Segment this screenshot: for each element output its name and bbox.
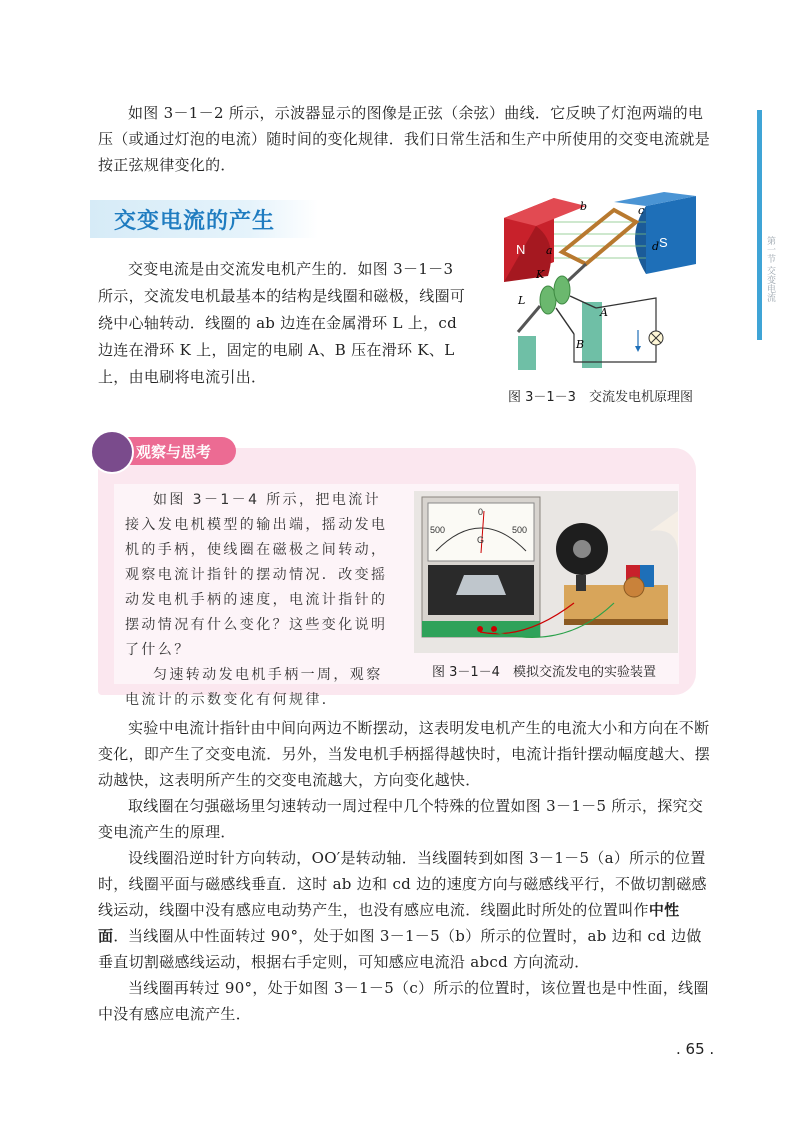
- paragraph-generator: 交变电流是由交流发电机产生的．如图 3－1－3 所示，交流发电机最基本的结构是线圈和磁极，线圈可绕中心轴转动．线圈的 ab 边连在金属滑环 L 上，cd 边连在滑环 K 上，固定的电刷 A、B 压在滑环 K、L 上，由电刷将电流引出．: [98, 260, 466, 386]
- binoculars-icon: [90, 430, 134, 474]
- neutral-plane-end: ．: [113, 927, 129, 945]
- label-n: N: [516, 242, 526, 257]
- generator-diagram: [496, 192, 706, 382]
- paragraph-principle: 取线圈在匀强磁场里匀速转动一周过程中几个特殊的位置如图 3－1－5 所示，探究交变电流产生的原理．: [98, 797, 704, 841]
- figure-314-caption: 图 3－1－4 模拟交流发电的实验装置: [432, 665, 656, 680]
- observe-title: 观察与思考: [136, 443, 212, 461]
- observe-text: [125, 488, 395, 713]
- meter-zero: 0: [478, 507, 484, 517]
- meter-right: 500: [512, 525, 528, 535]
- section-heading: [90, 200, 318, 238]
- chapter-side-bar: [757, 110, 762, 340]
- label-k: K: [536, 268, 545, 281]
- magnet-s-side: [646, 196, 696, 274]
- label-b: b: [580, 200, 588, 213]
- page-number: . 65 .: [676, 1040, 715, 1058]
- label-s: S: [659, 235, 668, 250]
- figure-313-caption: 图 3－1－3 交流发电机原理图: [508, 390, 693, 405]
- coil: [562, 210, 636, 264]
- paragraph-90-degrees: 当线圈从中性面转过 90°，处于如图 3－1－5（b）所示的位置时，ab 边和 cd 边做垂直切割磁感线运动，根据右手定则，可知感应电流沿 abcd 方向流动．: [98, 927, 702, 971]
- label-d: d: [652, 240, 660, 253]
- paragraph-experiment-result: 实验中电流计指针由中间向两边不断摆动，这表明发电机产生的电流大小和方向在不断变化，即产生了交变电流．另外，当发电机手柄摇得越快时，电流计指针摆动幅度越大、摆动越快，这表明所产生的交变电流越大，方向变化越快．: [98, 719, 711, 789]
- stand: [518, 336, 536, 370]
- observe-text-2: 匀速转动发电机手柄一周，观察电流计的示数变化有何规律．: [125, 667, 383, 708]
- chapter-side-tab: 第一节 交变电流: [765, 236, 775, 302]
- section-heading-text: 交变电流的产生: [114, 209, 276, 234]
- label-c: c: [638, 204, 645, 217]
- label-brush-a: A: [600, 306, 608, 319]
- neutral-plane-term: 中性面: [98, 901, 680, 945]
- experiment-photo: [414, 491, 678, 653]
- label-l: L: [518, 294, 526, 307]
- meter-g: G: [477, 535, 485, 545]
- observe-text-1: 如图 3－1－4 所示，把电流计接入发电机模型的输出端，摇动发电机的手柄，使线圈在磁极之间转动，观察电流计指针的摆动情况．改变摇动发电机手柄的速度，电流计指针的摆动情况有什么变化？这些变化说明了什么？: [125, 492, 388, 658]
- meter-left: 500: [430, 525, 446, 535]
- slip-ring-k: [554, 276, 570, 304]
- paragraph-intro: 如图 3－1－2 所示，示波器显示的图像是正弦（余弦）曲线．它反映了灯泡两端的电压（或通过灯泡的电流）随时间的变化规律．我们日常生活和生产中所使用的交变电流就是按正弦规律变化的．: [98, 104, 711, 174]
- paragraph-180-degrees: 当线圈再转过 90°，处于如图 3－1－5（c）所示的位置时，该位置也是中性面，线圈中没有感应电流产生．: [98, 979, 709, 1023]
- label-brush-b: B: [576, 338, 585, 351]
- label-a: a: [546, 244, 553, 257]
- neutral-plane-text: 设线圈沿逆时针方向转动，OO′是转动轴．当线圈转到如图 3－1－5（a）所示的位置时，线圈平面与磁感线垂直．这时 ab 边和 cd 边的速度方向与磁感线平行，不做切割磁感线运动，线圈中没有感应电动势产生，也没有感应电流．线圈此时所处的位置叫作: [98, 849, 707, 919]
